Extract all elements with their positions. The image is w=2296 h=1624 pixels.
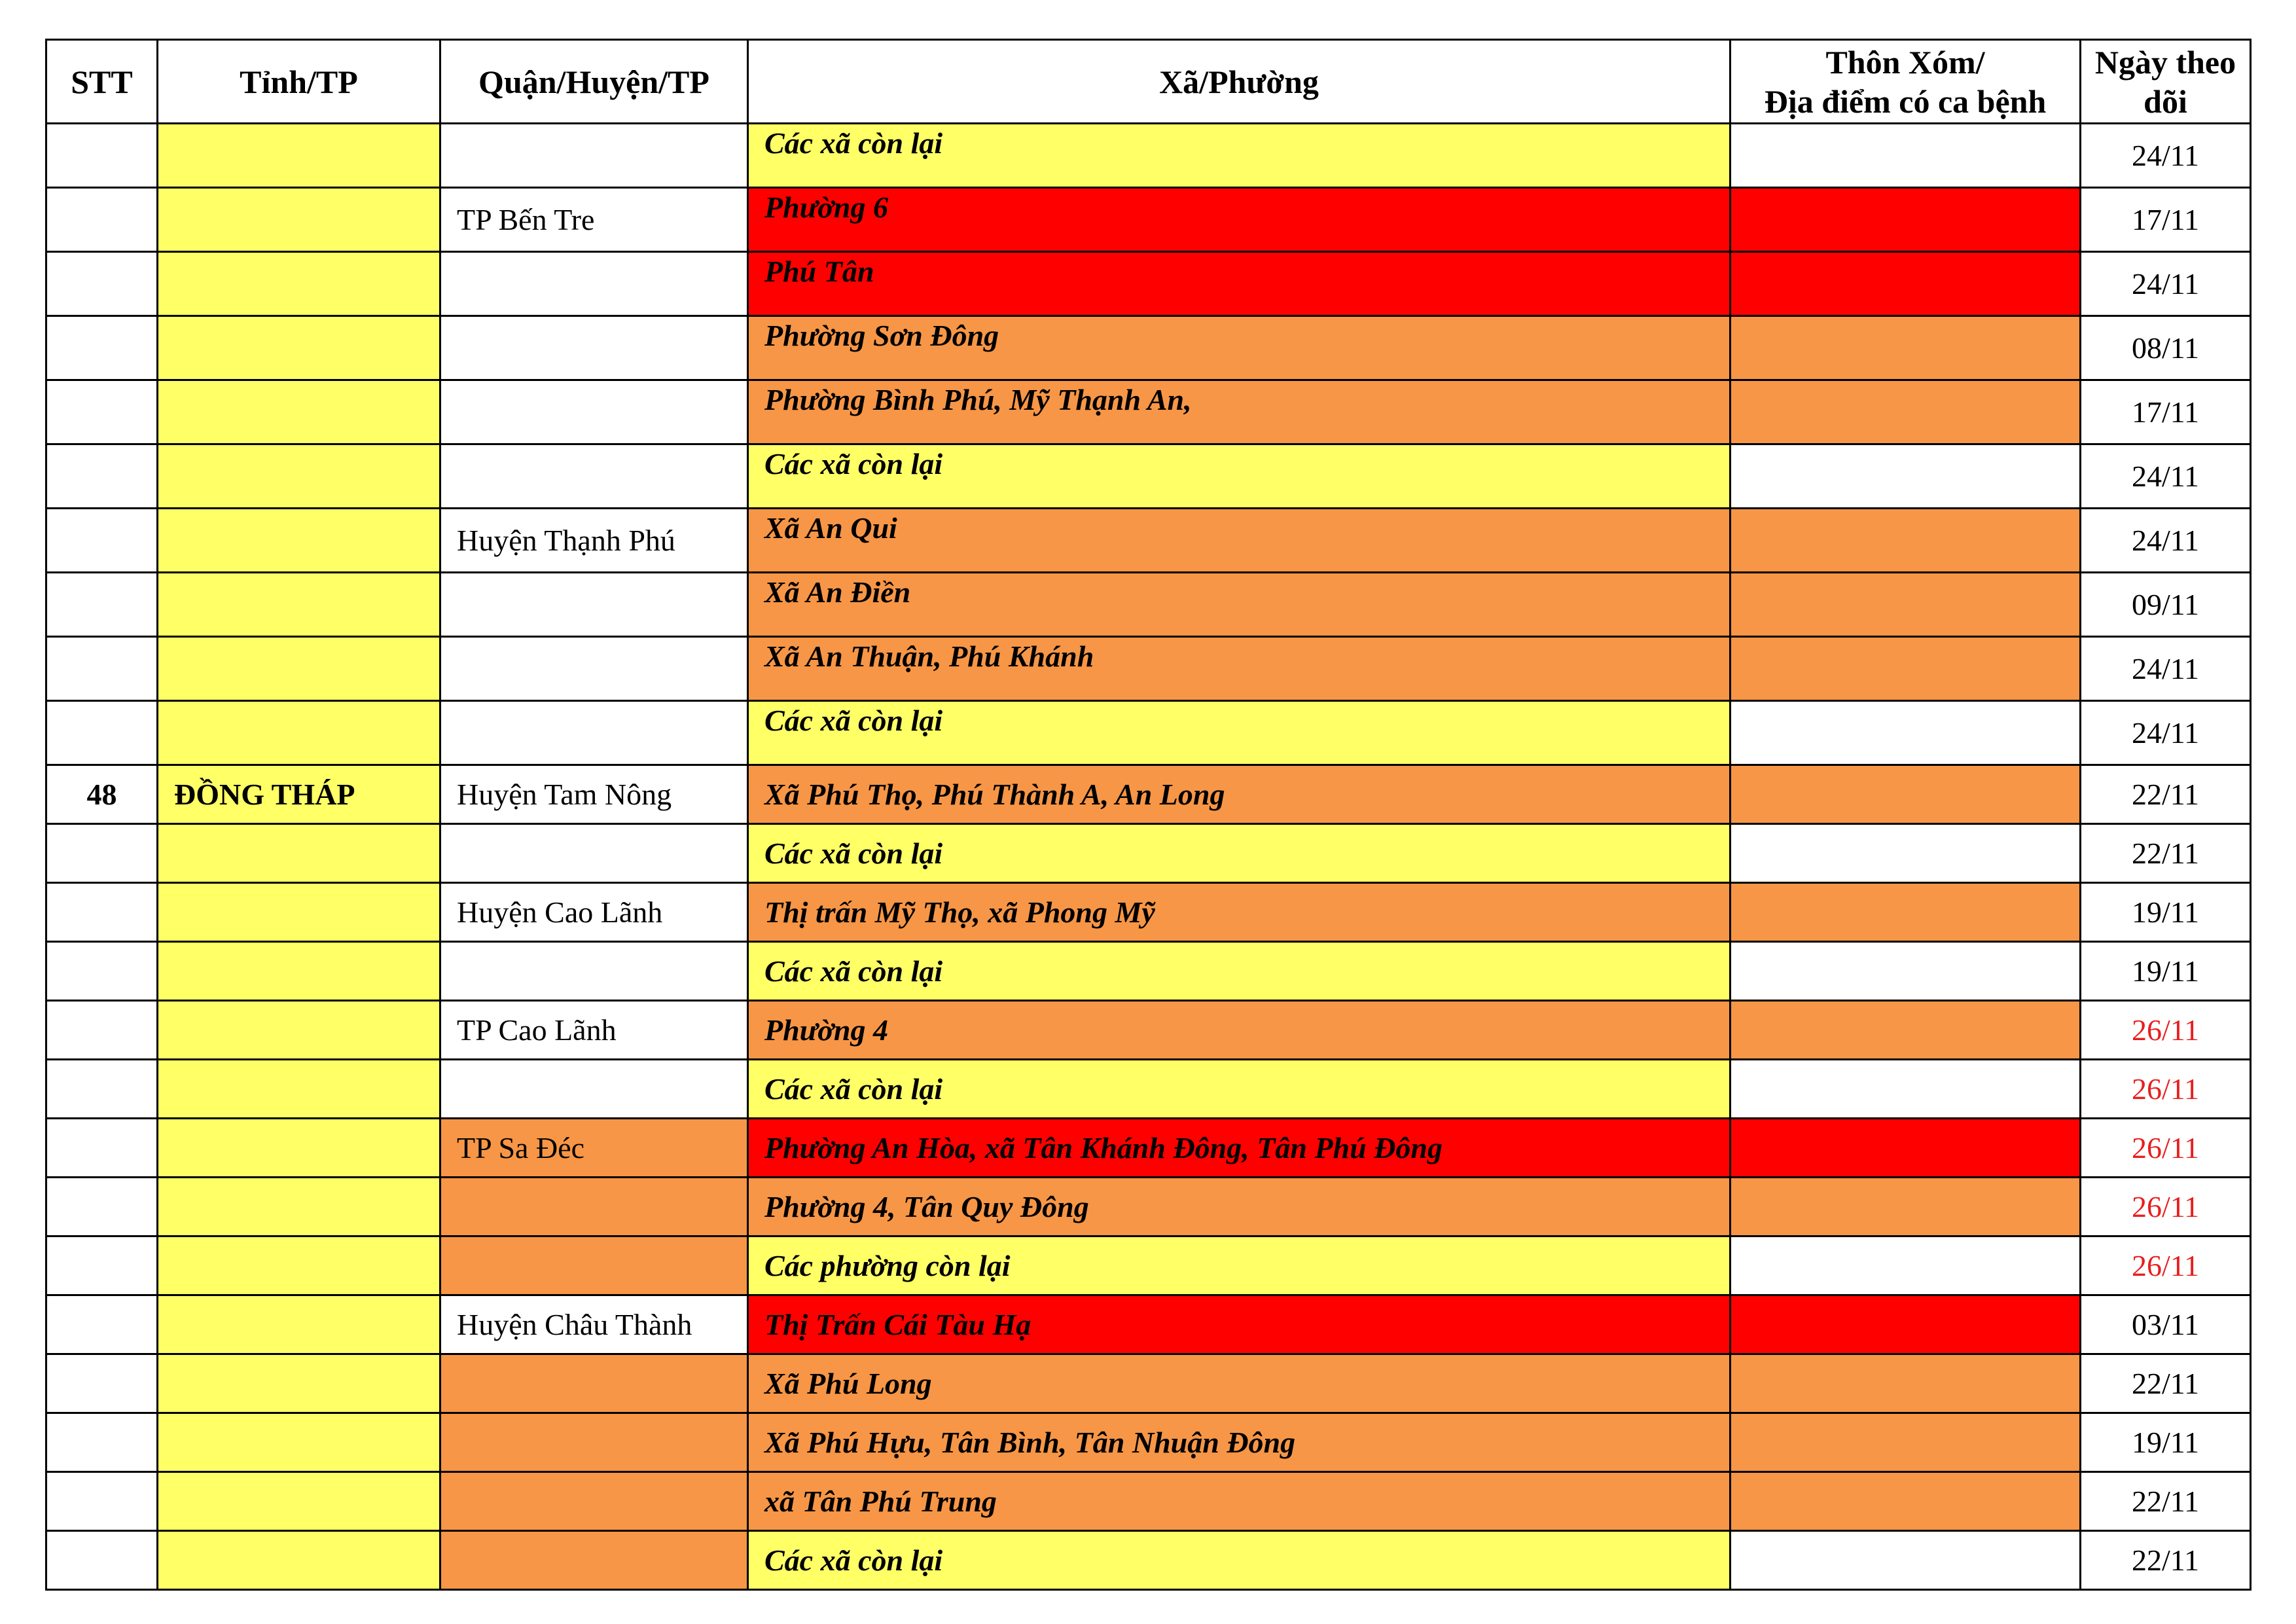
stt-cell (46, 1119, 158, 1178)
table-row (46, 252, 2251, 316)
header-stt: STT (46, 40, 158, 124)
district-cell (440, 637, 748, 701)
date-cell: 22/11 (2081, 1472, 2251, 1531)
header-village-line2: Địa điểm có ca bệnh (1764, 82, 2047, 120)
date-cell: 26/11 (2081, 1060, 2251, 1119)
province-cell (158, 573, 440, 637)
province-cell (158, 444, 440, 509)
header-date (2081, 40, 2251, 124)
village-cell (1731, 444, 2081, 509)
village-cell (1731, 1001, 2081, 1060)
stt-cell (46, 1178, 158, 1236)
table-row (46, 573, 2251, 637)
date-cell: 26/11 (2081, 1236, 2251, 1295)
province-cell: ĐỒNG THÁP (158, 765, 440, 824)
stt-cell: 48 (46, 765, 158, 824)
stt-cell (46, 1472, 158, 1531)
district-cell: Huyện Thạnh Phú (440, 509, 748, 573)
ward-cell: Xã Phú Long (748, 1354, 1731, 1413)
stt-cell (46, 1060, 158, 1119)
stt-cell (46, 1354, 158, 1413)
header-village (1731, 40, 2081, 124)
table-row (46, 316, 2251, 380)
province-cell (158, 1178, 440, 1236)
date-cell: 19/11 (2081, 1413, 2251, 1472)
village-cell (1731, 1354, 2081, 1413)
village-cell (1731, 316, 2081, 380)
ward-cell: Xã Phú Thọ, Phú Thành A, An Long (748, 765, 1731, 824)
header-district: Quận/Huyện/TP (440, 40, 748, 124)
stt-cell (46, 1001, 158, 1060)
village-cell (1731, 252, 2081, 316)
village-cell (1731, 701, 2081, 765)
stt-cell (46, 637, 158, 701)
district-cell (440, 124, 748, 188)
table-row (46, 1354, 2251, 1413)
village-cell (1731, 1060, 2081, 1119)
table-row (46, 509, 2251, 573)
stt-cell (46, 1295, 158, 1354)
stt-cell (46, 1531, 158, 1590)
province-cell (158, 1472, 440, 1531)
province-cell (158, 1119, 440, 1178)
district-cell (440, 316, 748, 380)
table-row (46, 1178, 2251, 1236)
table-row (46, 1060, 2251, 1119)
province-cell (158, 252, 440, 316)
province-cell (158, 883, 440, 942)
ward-cell: Xã Phú Hựu, Tân Bình, Tân Nhuận Đông (748, 1413, 1731, 1472)
date-cell: 24/11 (2081, 509, 2251, 573)
village-cell (1731, 1178, 2081, 1236)
district-cell (440, 252, 748, 316)
village-cell (1731, 509, 2081, 573)
district-cell (440, 380, 748, 444)
table-row (46, 1236, 2251, 1295)
ward-cell: Phường 6 (748, 188, 1731, 252)
district-cell (440, 1413, 748, 1472)
table-row (46, 444, 2251, 509)
date-cell: 03/11 (2081, 1295, 2251, 1354)
date-cell: 17/11 (2081, 188, 2251, 252)
table-row (46, 1472, 2251, 1531)
province-cell (158, 824, 440, 883)
district-cell (440, 573, 748, 637)
district-cell (440, 1236, 748, 1295)
province-cell (158, 124, 440, 188)
ward-cell: Xã An Điền (748, 573, 1731, 637)
header-province: Tỉnh/TP (158, 40, 440, 124)
date-cell: 24/11 (2081, 124, 2251, 188)
header-village-line1: Thôn Xóm/ (1825, 43, 1985, 81)
stt-cell (46, 316, 158, 380)
ward-cell: Các xã còn lại (748, 124, 1731, 188)
header-row (46, 40, 2251, 124)
date-cell: 09/11 (2081, 573, 2251, 637)
district-cell: TP Sa Đéc (440, 1119, 748, 1178)
table-row (46, 765, 2251, 824)
table-row (46, 942, 2251, 1001)
stt-cell (46, 824, 158, 883)
date-cell: 17/11 (2081, 380, 2251, 444)
table-row (46, 1413, 2251, 1472)
village-cell (1731, 1413, 2081, 1472)
date-cell: 24/11 (2081, 701, 2251, 765)
ward-cell: Các xã còn lại (748, 824, 1731, 883)
table-row (46, 701, 2251, 765)
table-row (46, 380, 2251, 444)
date-cell: 26/11 (2081, 1119, 2251, 1178)
ward-cell: Thị trấn Mỹ Thọ, xã Phong Mỹ (748, 883, 1731, 942)
stt-cell (46, 942, 158, 1001)
stt-cell (46, 509, 158, 573)
village-cell (1731, 1295, 2081, 1354)
district-cell: TP Bến Tre (440, 188, 748, 252)
date-cell: 19/11 (2081, 942, 2251, 1001)
stt-cell (46, 444, 158, 509)
district-cell (440, 1354, 748, 1413)
date-cell: 19/11 (2081, 883, 2251, 942)
district-cell (440, 942, 748, 1001)
district-cell (440, 1060, 748, 1119)
ward-cell: Phường 4 (748, 1001, 1731, 1060)
header-date-line1: Ngày theo (2094, 43, 2236, 81)
province-cell (158, 701, 440, 765)
ward-cell: Các xã còn lại (748, 444, 1731, 509)
province-cell (158, 1236, 440, 1295)
header-date-line2: dõi (2144, 82, 2187, 120)
date-cell: 22/11 (2081, 824, 2251, 883)
province-cell (158, 1354, 440, 1413)
date-cell: 24/11 (2081, 252, 2251, 316)
date-cell: 24/11 (2081, 637, 2251, 701)
date-cell: 24/11 (2081, 444, 2251, 509)
date-cell: 26/11 (2081, 1001, 2251, 1060)
table-row (46, 1119, 2251, 1178)
stt-cell (46, 701, 158, 765)
village-cell (1731, 824, 2081, 883)
ward-cell: xã Tân Phú Trung (748, 1472, 1731, 1531)
ward-cell: Phường An Hòa, xã Tân Khánh Đông, Tân Phú Đông (748, 1119, 1731, 1178)
table-row (46, 637, 2251, 701)
ward-cell: Xã An Thuận, Phú Khánh (748, 637, 1731, 701)
village-cell (1731, 942, 2081, 1001)
ward-cell: Các xã còn lại (748, 942, 1731, 1001)
covid-risk-table (45, 39, 2251, 1591)
province-cell (158, 188, 440, 252)
ward-cell: Phường 4, Tân Quy Đông (748, 1178, 1731, 1236)
table-row (46, 883, 2251, 942)
date-cell: 22/11 (2081, 1531, 2251, 1590)
table-row (46, 124, 2251, 188)
district-cell (440, 1472, 748, 1531)
province-cell (158, 1001, 440, 1060)
village-cell (1731, 883, 2081, 942)
district-cell: Huyện Cao Lãnh (440, 883, 748, 942)
province-cell (158, 942, 440, 1001)
stt-cell (46, 1413, 158, 1472)
header-ward: Xã/Phường (748, 40, 1731, 124)
province-cell (158, 316, 440, 380)
village-cell (1731, 1236, 2081, 1295)
ward-cell: Các xã còn lại (748, 1531, 1731, 1590)
stt-cell (46, 188, 158, 252)
ward-cell: Phường Sơn Đông (748, 316, 1731, 380)
district-cell (440, 824, 748, 883)
table-row (46, 1295, 2251, 1354)
ward-cell: Phú Tân (748, 252, 1731, 316)
village-cell (1731, 1119, 2081, 1178)
province-cell (158, 1295, 440, 1354)
date-cell: 22/11 (2081, 1354, 2251, 1413)
village-cell (1731, 573, 2081, 637)
table-row (46, 188, 2251, 252)
district-cell (440, 701, 748, 765)
ward-cell: Các xã còn lại (748, 701, 1731, 765)
ward-cell: Thị Trấn Cái Tàu Hạ (748, 1295, 1731, 1354)
province-cell (158, 1531, 440, 1590)
province-cell (158, 637, 440, 701)
province-cell (158, 509, 440, 573)
village-cell (1731, 765, 2081, 824)
table-row (46, 1001, 2251, 1060)
village-cell (1731, 124, 2081, 188)
stt-cell (46, 573, 158, 637)
stt-cell (46, 1236, 158, 1295)
district-cell (440, 444, 748, 509)
district-cell: Huyện Châu Thành (440, 1295, 748, 1354)
stt-cell (46, 124, 158, 188)
district-cell (440, 1531, 748, 1590)
table-row (46, 824, 2251, 883)
table-row (46, 1531, 2251, 1590)
village-cell (1731, 1531, 2081, 1590)
district-cell (440, 1178, 748, 1236)
table-body (46, 124, 2251, 1590)
province-cell (158, 380, 440, 444)
ward-cell: Xã An Qui (748, 509, 1731, 573)
stt-cell (46, 380, 158, 444)
date-cell: 26/11 (2081, 1178, 2251, 1236)
province-cell (158, 1060, 440, 1119)
ward-cell: Các xã còn lại (748, 1060, 1731, 1119)
village-cell (1731, 637, 2081, 701)
village-cell (1731, 380, 2081, 444)
village-cell (1731, 188, 2081, 252)
ward-cell: Phường Bình Phú, Mỹ Thạnh An, (748, 380, 1731, 444)
village-cell (1731, 1472, 2081, 1531)
date-cell: 22/11 (2081, 765, 2251, 824)
stt-cell (46, 883, 158, 942)
ward-cell: Các phường còn lại (748, 1236, 1731, 1295)
date-cell: 08/11 (2081, 316, 2251, 380)
district-cell: Huyện Tam Nông (440, 765, 748, 824)
stt-cell (46, 252, 158, 316)
district-cell: TP Cao Lãnh (440, 1001, 748, 1060)
province-cell (158, 1413, 440, 1472)
